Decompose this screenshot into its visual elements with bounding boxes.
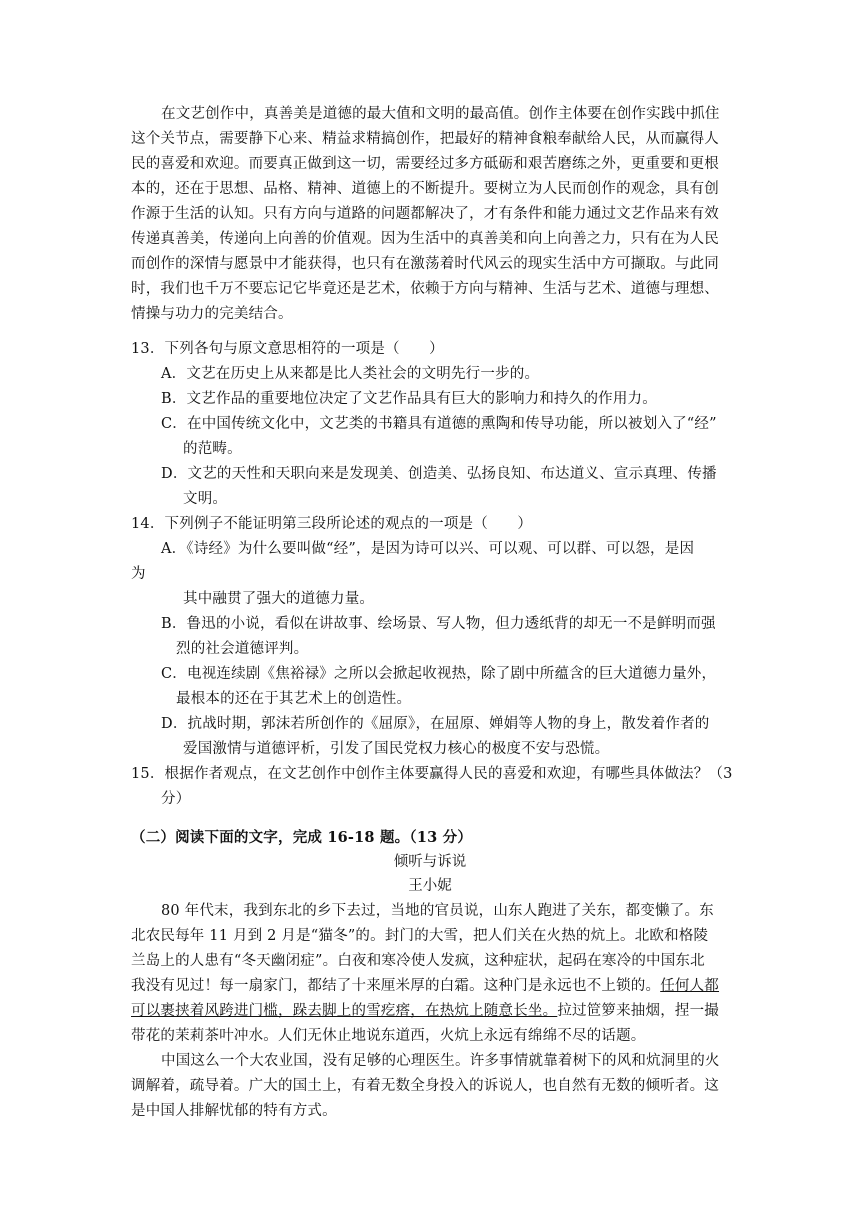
- passage1-line-4: 本的，还在于思想、品格、精神、道德上的不断提升。要树立为人民而创作的观念，具有创: [131, 181, 719, 197]
- passage2-line-5: [131, 999, 719, 1023]
- passage2-line-9: 是中国人排解忧郁的特有方式。: [131, 1103, 337, 1119]
- passage1-line-7: 而创作的深情与愿景中才能获得，也只有在激荡着时代风云的现实生活中方可撷取。与此同: [131, 256, 719, 272]
- q14-option-a: A．《诗经》为什么要叫做“经”，是因为诗可以兴、可以观、可以群、可以怨，是因: [161, 541, 695, 557]
- passage2-line-2: 北农民每年 11 月到 2 月是“猫冬”的。封门的大雪，把人们关在火热的炕上。北欧和格陵: [131, 928, 709, 944]
- passage1-line-1: 在文艺创作中，真善美是道德的最大值和文明的最高值。创作主体要在创作实践中抓住: [161, 106, 720, 122]
- q13-option-a: A．文艺在历史上从来都是比人类社会的文明先行一步的。: [161, 366, 540, 382]
- passage2-title: 倾听与诉说: [393, 854, 467, 870]
- q14-option-d-cont: 爱国激情与道德评析，引发了国民党权力核心的极度不安与恐慌。: [183, 741, 610, 757]
- q13-stem: 13．下列各句与原文意思相符的一项是（ ）: [131, 341, 444, 357]
- q14-option-d: D．抗战时期，郭沫若所创作的《屈原》，在屈原、婵娟等人物的身上，散发着作者的: [161, 716, 710, 732]
- q14-option-b-cont: 烈的社会道德评判。: [176, 641, 309, 657]
- q14-option-c-cont: 最根本的还在于其艺术上的创造性。: [176, 691, 412, 707]
- q13-option-c: C．在中国传统文化中，文艺类的书籍具有道德的熏陶和传导功能，所以被划入了“经”: [161, 416, 717, 432]
- q13-option-c-cont: 的范畴。: [183, 441, 242, 457]
- passage2-line-3: 兰岛上的人患有“冬天幽闭症”。白夜和寒冷使人发疯，这种症状，起码在寒冷的中国东北: [131, 953, 705, 969]
- q15-stem: 15．根据作者观点，在文艺创作中创作主体要赢得人民的喜爱和欢迎，有哪些具体做法？（3: [131, 766, 733, 782]
- passage2-author: 王小妮: [408, 878, 452, 894]
- passage1-line-8: 时，我们也千万不要忘记它毕竟还是艺术，依赖于方向与精神、生活与艺术、道德与理想、: [131, 281, 719, 297]
- passage1-line-6: 传递真善美，传递向上向善的价值观。因为生活中的真善美和向上向善之力，只有在为人民: [131, 231, 719, 247]
- section2-heading: （二）阅读下面的文字，完成 16-18 题。（13 分）: [131, 829, 473, 846]
- passage2-line-7: 中国这么一个大农业国，没有足够的心理医生。许多事情就靠着树下的风和炕洞里的火: [161, 1053, 720, 1069]
- passage2-line-1: 80 年代末，我到东北的乡下去过，当地的官员说，山东人跑进了关东，都变懒了。东: [161, 903, 714, 919]
- passage1-line-5: 作源于生活的认知。只有方向与道路的问题都解决了，才有条件和能力通过文艺作品来有效: [131, 206, 719, 222]
- passage2-line-4: [131, 974, 719, 998]
- q14-option-c: C．电视连续剧《焦裕禄》之所以会掀起收视热，除了剧中所蕴含的巨大道德力量外，: [161, 666, 717, 682]
- passage2-line-6: 带花的茉莉茶叶冲水。人们无休止地说东道西，火炕上永远有绵绵不尽的话题。: [131, 1028, 646, 1044]
- underlined-sentence-end: 可以裹挟着风跨进门槛，跺去脚上的雪疙瘩，在热炕上随意长坐。: [131, 1003, 558, 1019]
- q13-option-d-cont: 文明。: [183, 491, 228, 507]
- passage2-line-4-text: 我没有见过！每一扇家门，都结了十来厘米厚的白霜。这种门是永远也不上锁的。: [131, 978, 661, 994]
- q13-option-d: D．文艺的天性和天职向来是发现美、创造美、弘扬良知、布达道义、宣示真理、传播: [161, 466, 717, 482]
- q15-stem-cont: 分）: [161, 791, 191, 807]
- q14-stem: 14．下列例子不能证明第三段所论述的观点的一项是（ ）: [131, 516, 533, 532]
- underlined-sentence-start: 任何人都: [660, 978, 720, 994]
- passage1-line-2: 这个关节点，需要静下心来、精益求精搞创作，把最好的精神食粮奉献给人民，从而赢得人: [131, 131, 719, 147]
- passage1-line-3: 民的喜爱和欢迎。而要真正做到这一切，需要经过多方砥砺和艰苦磨练之外，更重要和更根: [131, 156, 719, 172]
- passage2-line-8: 调解着，疏导着。广大的国土上，有着无数全身投入的诉说人，也自然有无数的倾听者。这: [131, 1078, 719, 1094]
- q14-option-a-wrap: 为: [131, 566, 146, 582]
- q14-option-b: B．鲁迅的小说，看似在讲故事、绘场景、写人物，但力透纸背的却无一不是鲜明而强: [161, 616, 716, 632]
- q14-option-a-cont: 其中融贯了强大的道德力量。: [183, 591, 375, 607]
- passage2-line-5-text: 拉过笸箩来抽烟，捏一撮: [557, 1003, 720, 1019]
- passage1-line-9: 情操与功力的完美结合。: [131, 306, 293, 322]
- q13-option-b: B．文艺作品的重要地位决定了文艺作品具有巨大的影响力和持久的作用力。: [161, 391, 657, 407]
